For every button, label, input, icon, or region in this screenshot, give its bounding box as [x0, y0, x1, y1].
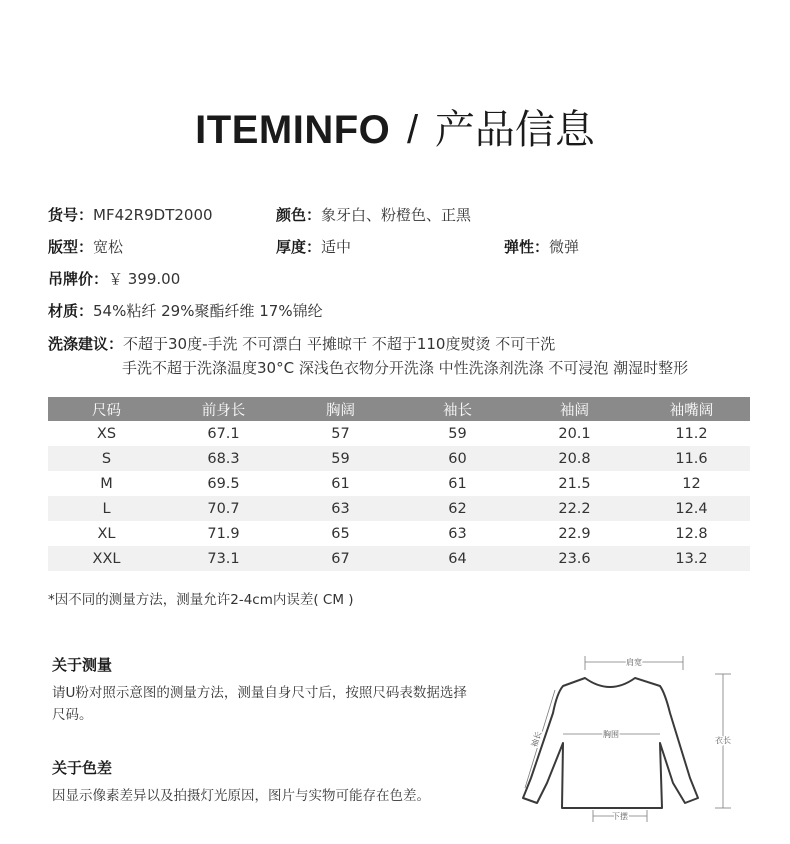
info-color-key: 颜色： — [276, 206, 322, 224]
title-zh: 产品信息 — [434, 107, 595, 153]
table-cell: S — [48, 446, 165, 471]
table-cell: 68.3 — [165, 446, 282, 471]
table-cell: 63 — [448, 525, 467, 542]
info-thickness-key: 厚度： — [276, 238, 322, 256]
table-cell: 67 — [282, 546, 399, 571]
label-chest: 胸围 — [603, 730, 619, 739]
info-price-key: 吊牌价： — [48, 270, 109, 288]
info-sku-value: MF42R9DT2000 — [93, 206, 213, 224]
table-cell: XL — [97, 525, 116, 542]
table-cell: L — [48, 496, 165, 521]
table-row — [48, 521, 750, 546]
info-color — [276, 205, 471, 225]
table-cell: 20.8 — [516, 446, 633, 471]
measure-text: 请U粉对照示意图的测量方法，测量自身尺寸后，按照尺码表数据选择尺码。 — [52, 685, 467, 723]
table-cell: 63 — [282, 496, 399, 521]
color-diff-text: 因显示像素差异以及拍摄灯光原因，图片与实物可能存在色差。 — [52, 788, 430, 804]
table-cell: 11.2 — [675, 425, 708, 442]
table-row — [48, 471, 750, 496]
info-sku — [48, 205, 213, 225]
table-cell: 22.2 — [516, 496, 633, 521]
info-care-line2: 手洗不超于洗涤温度30°C 深浅色衣物分开洗涤 中性洗涤剂洗涤 不可浸泡 潮湿时整形 — [122, 359, 689, 377]
size-table-header-row — [48, 397, 750, 421]
table-cell: 12.8 — [675, 525, 708, 542]
table-cell: XXL — [48, 546, 165, 571]
garment-outline — [523, 678, 698, 808]
info-thickness — [276, 237, 351, 257]
size-header-sleeve-width: 袖阔 — [516, 397, 633, 421]
table-cell: M — [100, 475, 113, 492]
info-care — [48, 334, 555, 354]
title-separator: / — [406, 108, 419, 152]
info-sku-key: 货号： — [48, 206, 94, 224]
info-care-key: 洗涤建议： — [48, 335, 124, 353]
table-cell: 69.5 — [207, 475, 240, 492]
table-cell: 61 — [331, 475, 350, 492]
table-row — [48, 546, 750, 571]
table-row — [48, 421, 750, 446]
measurement-diagram — [515, 648, 765, 833]
info-care-line1: 不超于30度-手洗 不可漂白 平摊晾干 不超于110度熨烫 不可干洗 — [123, 335, 556, 353]
info-thickness-value: 适中 — [321, 238, 352, 256]
measure-heading: 关于测量 — [52, 656, 113, 674]
table-cell: 67.1 — [207, 425, 240, 442]
info-price-value: ￥ 399.00 — [108, 270, 181, 288]
table-cell: 20.1 — [558, 425, 591, 442]
size-header-front-length: 前身长 — [165, 397, 282, 421]
table-cell: 61 — [448, 475, 467, 492]
table-cell: 22.9 — [558, 525, 591, 542]
page-title — [0, 104, 790, 156]
info-elasticity — [504, 237, 579, 257]
title-en: ITEMINFO — [195, 108, 391, 152]
table-cell: XS — [96, 425, 117, 442]
info-material-value: 54%粘纤 29%聚酯纤维 17%锦纶 — [93, 302, 323, 320]
label-sleeve: 袖长 — [529, 730, 544, 749]
label-shoulder: 肩宽 — [626, 658, 642, 667]
table-cell: 13.2 — [633, 546, 750, 571]
table-cell: 71.9 — [207, 525, 240, 542]
table-cell: 73.1 — [165, 546, 282, 571]
size-table — [48, 397, 750, 571]
table-cell: 59 — [282, 446, 399, 471]
label-hem: 下摆 — [612, 812, 628, 821]
table-cell: 23.6 — [516, 546, 633, 571]
size-header-size: 尺码 — [48, 397, 165, 421]
info-material — [48, 301, 323, 321]
size-table-body — [48, 421, 750, 571]
table-row — [48, 496, 750, 521]
info-fit-key: 版型： — [48, 238, 94, 256]
table-cell: 21.5 — [558, 475, 591, 492]
color-diff-heading: 关于色差 — [52, 759, 113, 777]
table-cell: 12.4 — [633, 496, 750, 521]
table-cell: 12 — [682, 475, 701, 492]
info-fit — [48, 237, 123, 257]
label-length: 衣长 — [715, 736, 731, 745]
table-cell: 60 — [399, 446, 516, 471]
info-elasticity-key: 弹性： — [504, 238, 550, 256]
table-cell: 62 — [399, 496, 516, 521]
info-material-key: 材质： — [48, 302, 94, 320]
info-color-value: 象牙白、粉橙色、正黑 — [321, 206, 472, 224]
info-price — [48, 269, 180, 289]
measurement-note: *因不同的测量方法，测量允许2-4cm内误差( CM ) — [48, 592, 354, 608]
table-cell: 64 — [399, 546, 516, 571]
size-header-chest: 胸阔 — [282, 397, 399, 421]
info-elasticity-value: 微弹 — [549, 238, 580, 256]
table-cell: 59 — [448, 425, 467, 442]
size-header-sleeve-length: 袖长 — [399, 397, 516, 421]
info-fit-value: 宽松 — [93, 238, 124, 256]
table-cell: 11.6 — [633, 446, 750, 471]
table-cell: 57 — [331, 425, 350, 442]
table-cell: 70.7 — [165, 496, 282, 521]
table-cell: 65 — [331, 525, 350, 542]
size-header-cuff-width: 袖嘴阔 — [633, 397, 750, 421]
table-row — [48, 446, 750, 471]
